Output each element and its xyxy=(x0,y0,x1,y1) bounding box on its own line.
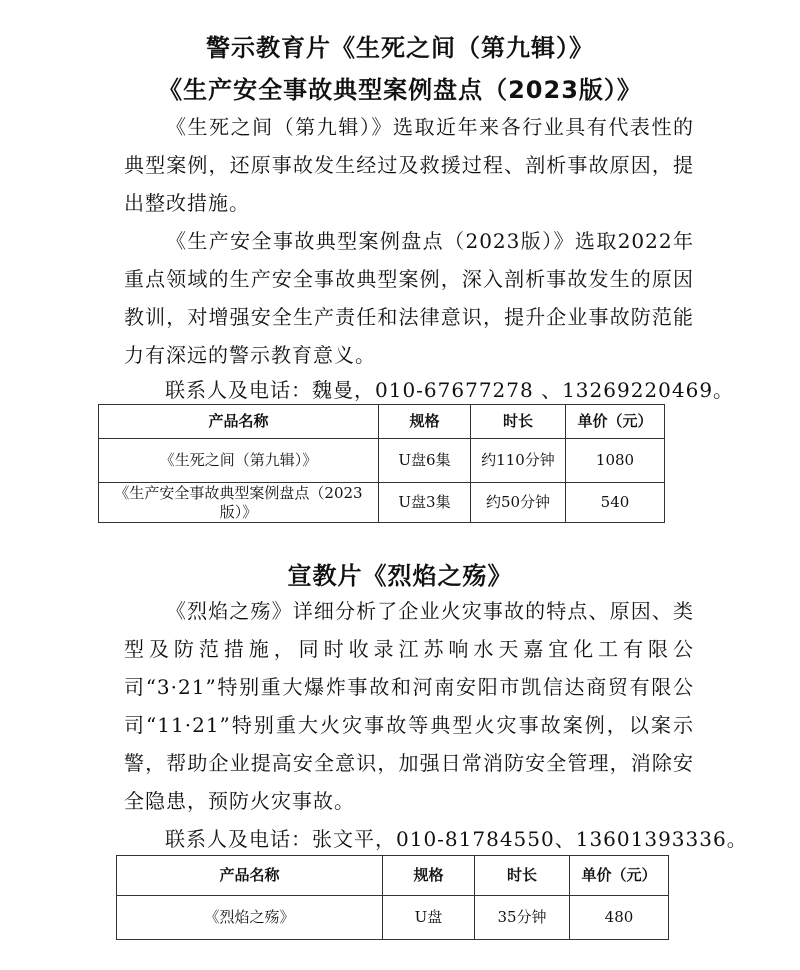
cell-product-name: 《生死之间（第九辑）》 xyxy=(99,439,379,483)
table-row xyxy=(117,896,669,940)
cell-spec: U盘 xyxy=(383,896,475,940)
header-duration: 时长 xyxy=(471,405,566,439)
cell-price: 540 xyxy=(566,483,665,523)
header-product-name: 产品名称 xyxy=(117,856,383,896)
section2-contact: 联系人及电话：张文平，010-81784550、13601393336。 xyxy=(165,827,748,851)
cell-price: 480 xyxy=(570,896,669,940)
header-price: 单价（元） xyxy=(566,405,665,439)
header-spec: 规格 xyxy=(379,405,471,439)
cell-duration: 35分钟 xyxy=(475,896,570,940)
section1-product-table xyxy=(98,404,665,523)
cell-duration: 约110分钟 xyxy=(471,439,566,483)
table-row xyxy=(99,439,665,483)
header-price: 单价（元） xyxy=(570,856,669,896)
table-header-row xyxy=(117,856,669,896)
table-header-row xyxy=(99,405,665,439)
section2-paragraph-1: 《烈焰之殇》详细分析了企业火灾事故的特点、原因、类型及防范措施，同时收录江苏响水天嘉宜化工有限公司“3·21”特别重大爆炸事故和河南安阳市凯信达商贸有限公司“11·21”特别重大火灾事故等典型火灾事故案例，以案示警，帮助企业提高安全意识，加强日常消防安全管理，消除安全隐患，预防火灾事故。 xyxy=(124,599,694,813)
section1-title-line1: 警示教育片《生死之间（第九辑）》 xyxy=(206,34,594,62)
cell-product-name: 《生产安全事故典型案例盘点（2023版）》 xyxy=(99,483,379,523)
cell-price: 1080 xyxy=(566,439,665,483)
section1-contact: 联系人及电话：魏曼，010-67677278 、13269220469。 xyxy=(165,378,735,402)
header-duration: 时长 xyxy=(475,856,570,896)
table-row xyxy=(99,483,665,523)
section2-title: 宣教片《烈焰之殇》 xyxy=(287,562,513,590)
section1-paragraph-1: 《生死之间（第九辑）》选取近年来各行业具有代表性的典型案例，还原事故发生经过及救援过程、剖析事故原因，提出整改措施。 xyxy=(124,115,694,215)
header-spec: 规格 xyxy=(383,856,475,896)
cell-spec: U盘6集 xyxy=(379,439,471,483)
header-product-name: 产品名称 xyxy=(99,405,379,439)
cell-product-name: 《烈焰之殇》 xyxy=(117,896,383,940)
cell-duration: 约50分钟 xyxy=(471,483,566,523)
section1-paragraph-2: 《生产安全事故典型案例盘点（2023版）》选取2022年重点领域的生产安全事故典型案例，深入剖析事故发生的原因教训，对增强安全生产责任和法律意识，提升企业事故防范能力有深远的警示教育意义。 xyxy=(124,229,694,367)
cell-spec: U盘3集 xyxy=(379,483,471,523)
section1-title-line2: 《生产安全事故典型案例盘点（2023版）》 xyxy=(158,76,642,104)
section2-product-table xyxy=(116,855,669,940)
